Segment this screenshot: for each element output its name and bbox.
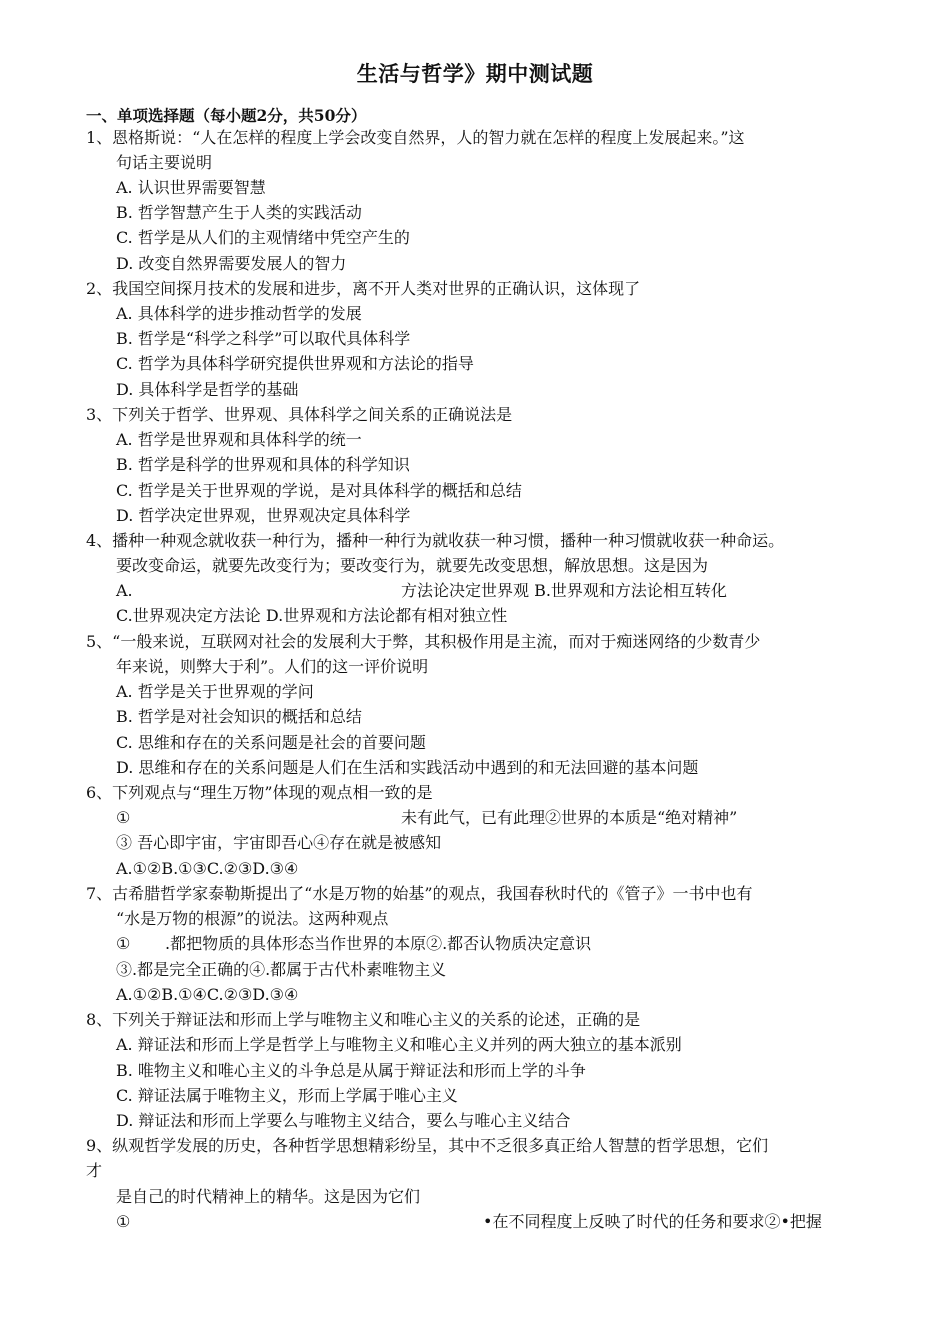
question-6-items-1-2: 未有此气，已有此理②世界的本质是“绝对精神” [401, 808, 738, 827]
question-1-option-c: C. 哲学是从人们的主观情绪中凭空产生的 [116, 228, 410, 247]
question-5-stem-cont: 年来说，则弊大于利”。人们的这一评价说明 [116, 657, 429, 676]
question-6-items-3-4: ③ 吾心即宇宙，宇宙即吾心④存在就是被感知 [116, 833, 442, 852]
question-2-option-b: B. 哲学是“科学之科学”可以取代具体科学 [116, 329, 411, 348]
question-7-items-3-4: ③.都是完全正确的④.都属于古代朴素唯物主义 [116, 960, 447, 979]
question-3-option-b: B. 哲学是科学的世界观和具体的科学知识 [116, 455, 410, 474]
question-9-items-1-2: •在不同程度上反映了时代的任务和要求②•把握 [483, 1212, 822, 1231]
question-8-option-a: A. 辩证法和形而上学是哲学上与唯物主义和唯心主义并列的两大独立的基本派别 [116, 1035, 682, 1054]
question-8-option-b: B. 唯物主义和唯心主义的斗争总是从属于辩证法和形而上学的斗争 [116, 1061, 586, 1080]
question-4-options-ab: 方法论决定世界观 B.世界观和方法论相互转化 [401, 581, 727, 600]
page-title: 生活与哲学》期中测试题 [356, 61, 594, 86]
question-8-stem: 8、下列关于辩证法和形而上学与唯物主义和唯心主义的关系的论述，正确的是 [86, 1010, 641, 1029]
question-8-option-d: D. 辩证法和形而上学要么与唯物主义结合，要么与唯心主义结合 [116, 1111, 571, 1130]
question-3-stem: 3、下列关于哲学、世界观、具体科学之间关系的正确说法是 [86, 405, 513, 424]
section-heading: 一、单项选择题（每小题2分，共50分） [86, 106, 367, 125]
question-3-option-a: A. 哲学是世界观和具体科学的统一 [116, 430, 362, 449]
question-6-stem: 6、下列观点与“理生万物”体现的观点相一致的是 [86, 783, 433, 802]
question-6-item-1-label: ① [116, 808, 131, 827]
question-5-option-d: D. 思维和存在的关系问题是人们在生活和实践活动中遇到的和无法回避的基本问题 [116, 758, 699, 777]
question-3-option-c: C. 哲学是关于世界观的学说，是对具体科学的概括和总结 [116, 481, 522, 500]
question-9-item-1-label: ① [116, 1212, 131, 1231]
question-5-stem: 5、“一般来说，互联网对社会的发展利大于弊，其积极作用是主流，而对于痴迷网络的少数青少 [86, 632, 761, 651]
question-2-option-c: C. 哲学为具体科学研究提供世界观和方法论的指导 [116, 354, 474, 373]
question-8-option-c: C. 辩证法属于唯物主义，形而上学属于唯心主义 [116, 1086, 458, 1105]
question-6-answers: A.①②B.①③C.②③D.③④ [116, 859, 299, 878]
question-7-item-1-label: ① [116, 934, 131, 953]
question-1-stem-cont: 句话主要说明 [116, 153, 213, 172]
question-4-stem-cont: 要改变命运，就要先改变行为；要改变行为，就要先改变思想，解放思想。这是因为 [116, 556, 709, 575]
question-1-option-a: A. 认识世界需要智慧 [116, 178, 266, 197]
question-7-items-1-2: .都把物质的具体形态当作世界的本原②.都否认物质决定意识 [165, 934, 592, 953]
question-7-answers: A.①②B.①④C.②③D.③④ [116, 985, 299, 1004]
question-4-option-a-label: A. [116, 581, 133, 600]
question-7-stem-cont: “水是万物的根源”的说法。这两种观点 [116, 909, 389, 928]
question-9-stem: 9、纵观哲学发展的历史，各种哲学思想精彩纷呈，其中不乏很多真正给人智慧的哲学思想，它们 [86, 1136, 769, 1155]
question-1-option-d: D. 改变自然界需要发展人的智力 [116, 254, 347, 273]
question-3-option-d: D. 哲学决定世界观，世界观决定具体科学 [116, 506, 411, 525]
question-5-option-c: C. 思维和存在的关系问题是社会的首要问题 [116, 733, 426, 752]
question-1-option-b: B. 哲学智慧产生于人类的实践活动 [116, 203, 362, 222]
question-4-options-cd: C.世界观决定方法论 D.世界观和方法论都有相对独立性 [116, 606, 508, 625]
question-9-stem-wrap: 才 [86, 1161, 103, 1180]
question-9-stem-cont: 是自己的时代精神上的精华。这是因为它们 [116, 1187, 421, 1206]
question-1-stem: 1、恩格斯说：“人在怎样的程度上学会改变自然界，人的智力就在怎样的程度上发展起来。”这 [86, 128, 745, 147]
question-4-stem: 4、播种一种观念就收获一种行为，播种一种行为就收获一种习惯，播种一种习惯就收获一种命运。 [86, 531, 785, 550]
question-7-stem: 7、古希腊哲学家泰勒斯提出了“水是万物的始基”的观点，我国春秋时代的《管子》一书中也有 [86, 884, 753, 903]
question-2-option-a: A. 具体科学的进步推动哲学的发展 [116, 304, 362, 323]
question-2-option-d: D. 具体科学是哲学的基础 [116, 380, 299, 399]
question-2-stem: 2、我国空间探月技术的发展和进步，离不开人类对世界的正确认识，这体现了 [86, 279, 641, 298]
question-5-option-a: A. 哲学是关于世界观的学问 [116, 682, 314, 701]
question-5-option-b: B. 哲学是对社会知识的概括和总结 [116, 707, 362, 726]
